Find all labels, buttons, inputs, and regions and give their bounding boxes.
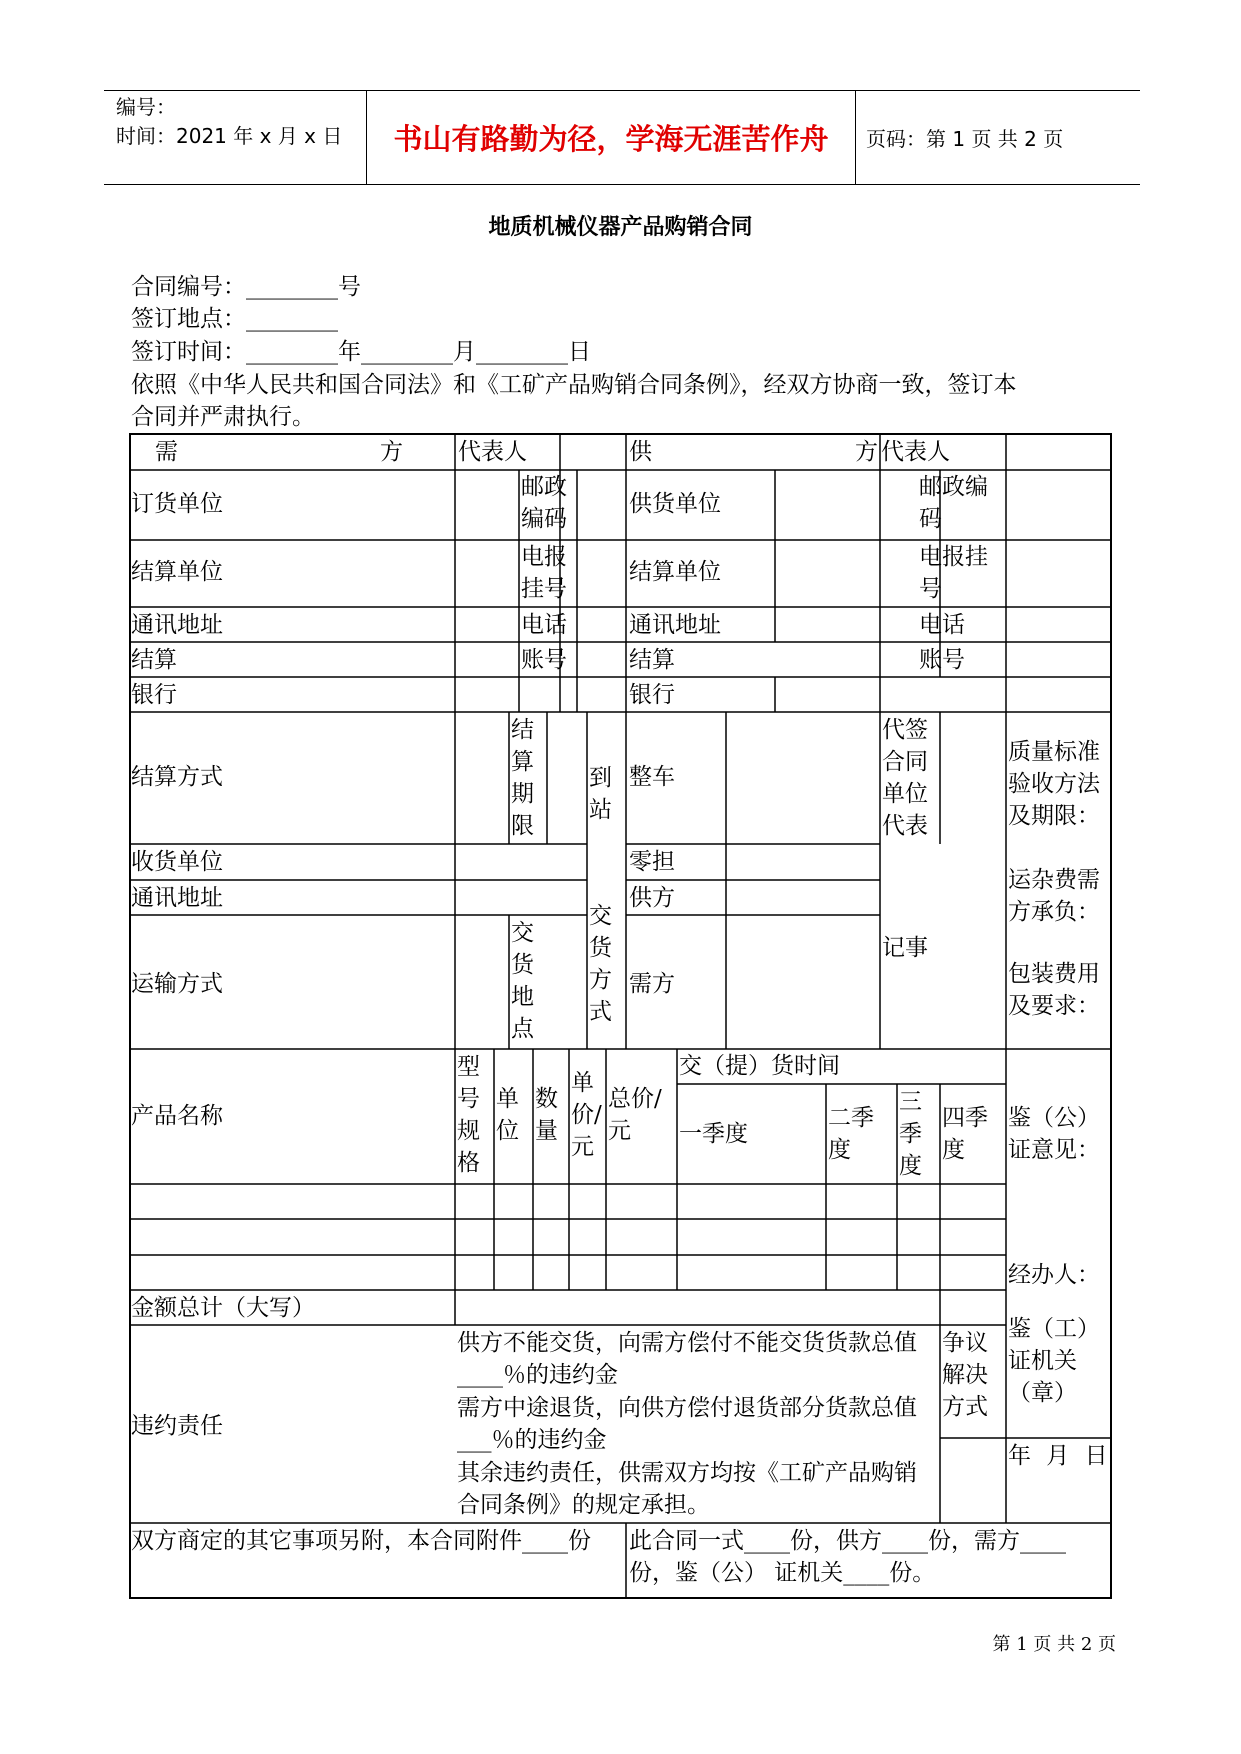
- copies-text: 此合同一式____份，供方____份，需方____份，鉴（公） 证机关____份。: [629, 1528, 1066, 1586]
- settle-period-label: 结算期限: [511, 717, 534, 839]
- quality-standard-label: 质量标准验收方法及期限：: [1008, 739, 1100, 829]
- breach-text-2: 需方中途退货，向供方偿付退货部分货款总值___％的违约金: [457, 1395, 917, 1453]
- supply-unit-label: 供货单位: [629, 491, 721, 517]
- packing-label: 包装费用及要求：: [1008, 961, 1100, 1019]
- lcl-label: 零担: [629, 849, 675, 875]
- other-matters-text: 双方商定的其它事项另附，本合同附件____份: [131, 1528, 591, 1554]
- seller-label-2: 方: [855, 439, 878, 465]
- notary-opinion-label: 鉴（公）证意见：: [1008, 1105, 1100, 1163]
- notary-org-label: 鉴（工）证机关（章）: [1008, 1316, 1100, 1406]
- seller-rep-label: 代表人: [881, 439, 950, 465]
- phone-label-2: 电话: [919, 612, 965, 638]
- basis-line-1: 依照《中华人民共和国合同法》和《工矿产品购销合同条例》，经双方协商一致，签订本: [131, 372, 1017, 398]
- document-title: 地质机械仪器产品购销合同: [488, 214, 753, 240]
- q2-header: 二季度: [828, 1105, 874, 1163]
- address-label-1: 通讯地址: [131, 612, 223, 638]
- seller-label: 供: [629, 439, 652, 465]
- arrival-station-label: 到站: [589, 765, 612, 823]
- dispute-label: 争议解决方式: [942, 1330, 988, 1420]
- page-indicator: 页码：第 1 页 共 2 页: [866, 127, 1064, 151]
- settle-label-1: 结算: [131, 647, 177, 673]
- delivery-place-label: 交货地点: [511, 920, 534, 1042]
- header-band: [104, 90, 1140, 185]
- delivery-method-label: 交货方式: [589, 903, 612, 1025]
- bank-label-1: 银行: [131, 682, 177, 708]
- account-label-2: 账号: [919, 647, 965, 673]
- total-amount-label: 金额总计（大写）: [131, 1295, 315, 1321]
- basis-line-2: 合同并严肃执行。: [131, 404, 315, 430]
- postcode-label-1: 邮政编码: [521, 474, 567, 532]
- order-unit-label: 订货单位: [131, 491, 223, 517]
- header-left: [116, 93, 342, 151]
- telegram-label-1: 电报挂号: [521, 544, 567, 602]
- q4-header: 四季度: [942, 1105, 988, 1163]
- quantity-header: 数量: [535, 1086, 558, 1144]
- agent-label: 代签合同单位代表: [882, 717, 928, 839]
- supplier-label: 供方: [629, 885, 675, 911]
- breach-label: 违约责任: [131, 1413, 223, 1439]
- total-price-header: 总价/元: [608, 1086, 662, 1144]
- telegram-label-2: 电报挂号: [919, 544, 988, 602]
- address-label-3: 通讯地址: [131, 885, 223, 911]
- buyer-rep-label: 代表人: [458, 439, 527, 465]
- notes-label: 记事: [882, 935, 928, 961]
- product-name-header: 产品名称: [131, 1103, 223, 1129]
- page-footer: 第 1 页 共 2 页: [992, 1634, 1116, 1655]
- settle-unit-label-1: 结算单位: [131, 559, 223, 585]
- unit-header: 单位: [496, 1086, 519, 1144]
- delivery-time-header: 交（提）货时间: [679, 1053, 840, 1079]
- buyer-label: 需: [155, 439, 178, 465]
- q3-header: 三季度: [899, 1089, 922, 1179]
- handler-label: 经办人：: [1008, 1262, 1100, 1288]
- q1-header: 一季度: [679, 1121, 748, 1147]
- whole-car-label: 整车: [629, 764, 675, 790]
- postcode-label-2: 邮政编码: [919, 474, 988, 532]
- receiver-label: 收货单位: [131, 849, 223, 875]
- sign-time: 签订时间：________年________月________日: [131, 339, 591, 365]
- settle-method-label: 结算方式: [131, 764, 223, 790]
- breach-text-3: 其余违约责任，供需双方均按《工矿产品购销合同条例》的规定承担。: [457, 1460, 917, 1518]
- date-label: 年 月 日: [1008, 1443, 1108, 1469]
- settle-unit-label-2: 结算单位: [629, 559, 721, 585]
- phone-label-1: 电话: [521, 612, 567, 638]
- contract-number: 合同编号：________号: [131, 274, 361, 300]
- model-header: 型号规格: [457, 1054, 480, 1176]
- address-label-2: 通讯地址: [629, 612, 721, 638]
- sign-place: 签订地点：________: [131, 306, 338, 332]
- demander-label: 需方: [629, 971, 675, 997]
- time-line: 时间：2021 年 x 月 x 日: [116, 124, 343, 148]
- motto: 书山有路勤为径，学海无涯苦作舟: [366, 91, 856, 184]
- freight-label: 运杂费需方承负：: [1008, 867, 1100, 925]
- account-label-1: 账号: [521, 647, 567, 673]
- unit-price-header: 单价/元: [571, 1070, 602, 1160]
- settle-label-2: 结算: [629, 647, 675, 673]
- transport-label: 运输方式: [131, 971, 223, 997]
- buyer-label-2: 方: [380, 439, 403, 465]
- breach-text-1: 供方不能交货，向需方偿付不能交货货款总值____％的违约金: [457, 1330, 917, 1388]
- bank-label-2: 银行: [629, 682, 675, 708]
- number-label: 编号：: [116, 95, 176, 119]
